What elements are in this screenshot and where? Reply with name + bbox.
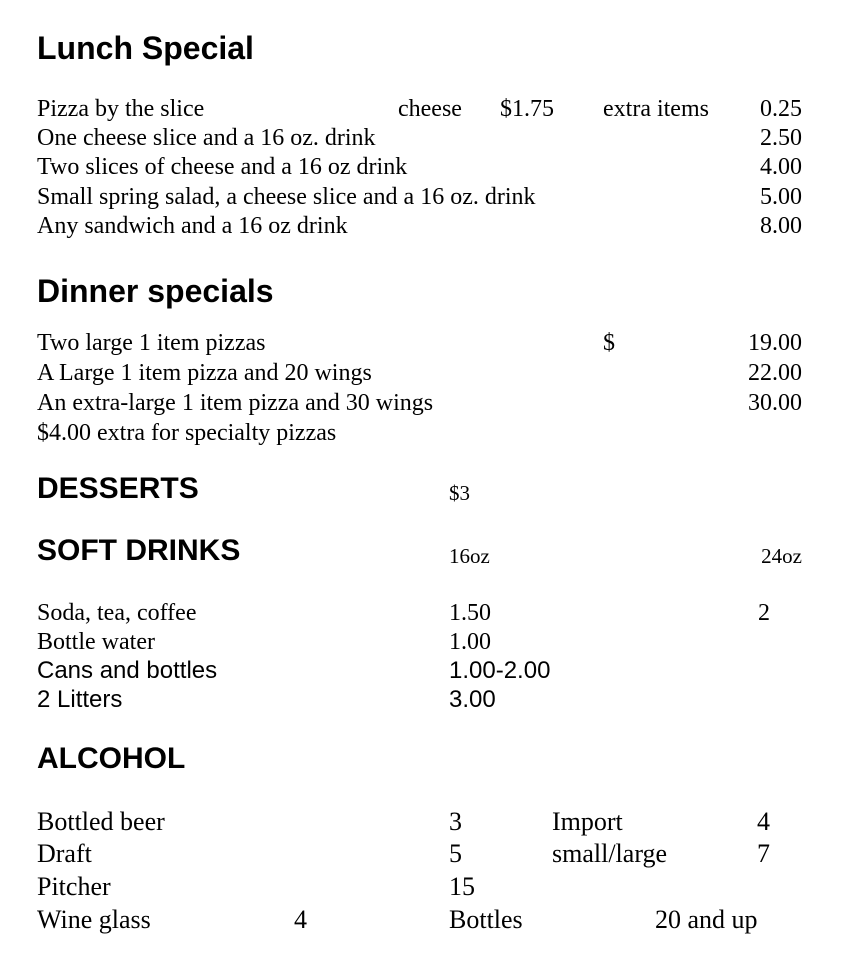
dinner-title: Dinner specials (37, 273, 274, 309)
soft-drink-label: Soda, tea, coffee (37, 600, 197, 626)
lunch-extra-label: extra items (603, 96, 709, 122)
alcohol-bottles-label: Bottles (449, 905, 523, 934)
dinner-note: $4.00 extra for specialty pizzas (37, 420, 337, 446)
dinner-item-label: An extra-large 1 item pizza and 30 wings (37, 390, 434, 416)
alcohol-bottles-price: 20 and up (655, 905, 758, 934)
lunch-extra-price: 0.25 (760, 96, 802, 122)
lunch-item-price: 4.00 (760, 154, 802, 180)
lunch-item-price: 2.50 (760, 125, 802, 151)
dinner-item-label: A Large 1 item pizza and 20 wings (37, 360, 372, 386)
alcohol-bottled-label: Bottled beer (37, 807, 165, 836)
desserts-title: DESSERTS (37, 472, 199, 505)
soft-drinks-title: SOFT DRINKS (37, 534, 241, 567)
lunch-slice-label: Pizza by the slice (37, 96, 205, 122)
lunch-item-price: 8.00 (760, 213, 802, 239)
soft-drink-16oz-price: 3.00 (449, 686, 496, 713)
alcohol-bottled-price: 3 (449, 807, 462, 836)
dinner-item-label: Two large 1 item pizzas (37, 330, 266, 356)
alcohol-pitcher-label: Pitcher (37, 872, 111, 901)
lunch-item-label: Any sandwich and a 16 oz drink (37, 213, 348, 239)
alcohol-draft-size-price: 7 (757, 839, 770, 868)
dinner-item-price: 19.00 (748, 330, 802, 356)
alcohol-title: ALCOHOL (37, 742, 186, 775)
lunch-cheese-price: $1.75 (500, 96, 554, 122)
alcohol-import-label: Import (552, 807, 623, 836)
dinner-item-price: 30.00 (748, 390, 802, 416)
soft-drink-label: Cans and bottles (37, 657, 218, 684)
alcohol-import-price: 4 (757, 807, 770, 836)
lunch-item-price: 5.00 (760, 184, 802, 210)
soft-drink-16oz-price: 1.50 (449, 600, 491, 626)
lunch-item-label: Small spring salad, a cheese slice and a 16 oz. drink (37, 184, 536, 210)
alcohol-draft-label: Draft (37, 839, 92, 868)
alcohol-wine-price: 4 (294, 905, 307, 934)
alcohol-wine-label: Wine glass (37, 905, 151, 934)
soft-drink-16oz-price: 1.00-2.00 (449, 657, 551, 684)
lunch-title: Lunch Special (37, 30, 254, 66)
soft-drink-label: Bottle water (37, 629, 155, 655)
alcohol-draft-size-label: small/large (552, 839, 668, 868)
soft-drink-16oz-price: 1.00 (449, 629, 491, 655)
dinner-item-price: 22.00 (748, 360, 802, 386)
soft-drinks-16oz-header: 16oz (449, 544, 490, 568)
alcohol-pitcher-price: 15 (449, 872, 475, 901)
soft-drink-label: 2 Litters (37, 686, 123, 713)
soft-drinks-24oz-header: 24oz (761, 544, 802, 568)
alcohol-draft-price: 5 (449, 839, 462, 868)
lunch-item-label: Two slices of cheese and a 16 oz drink (37, 154, 408, 180)
soft-drink-24oz-price: 2 (758, 600, 770, 626)
lunch-item-label: One cheese slice and a 16 oz. drink (37, 125, 376, 151)
dinner-currency-symbol: $ (603, 330, 615, 356)
lunch-cheese-label: cheese (398, 96, 462, 122)
desserts-price: $3 (449, 481, 470, 505)
